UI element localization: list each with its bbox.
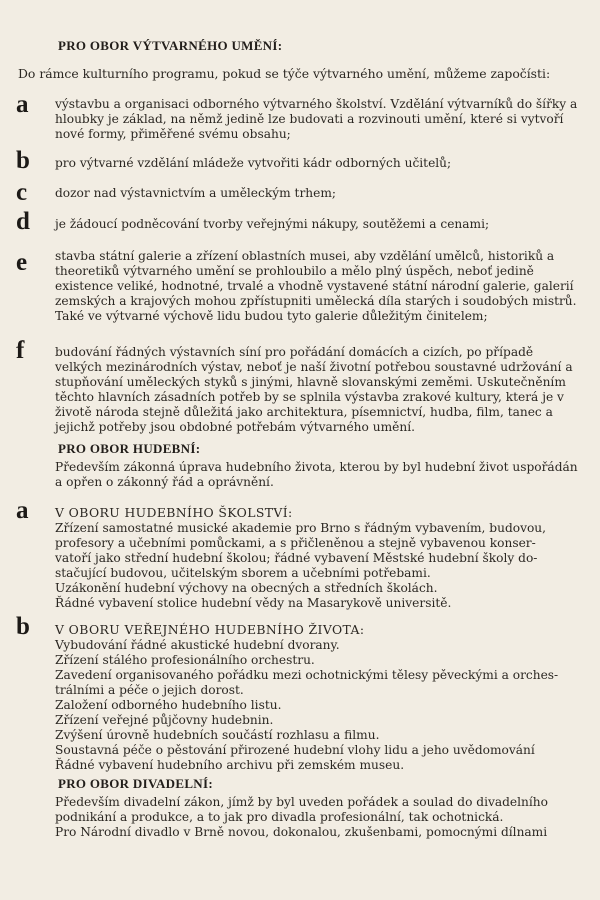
theatre-line: podnikání a produkce, a to jak pro divadla profesionální, tak ochotnická.	[55, 810, 504, 824]
music-public-line: Založení odborného hudebního listu.	[55, 698, 282, 712]
music-school-line: profesory a učebními pomůckami, a s přičleněnou a stejně vybavenou konser-	[55, 536, 536, 550]
art-item-e-marker: e	[16, 249, 28, 276]
music-public-marker: b	[16, 613, 30, 640]
theatre-heading: PRO OBOR DIVADELNÍ:	[58, 776, 213, 791]
music-school-line: stačující budovou, učitelským sborem a učebními potřebami.	[55, 566, 431, 580]
music-public-title: V OBORU VEŘEJNÉHO HUDEBNÍHO ŽIVOTA:	[55, 622, 365, 637]
art-intro: Do rámce kulturního programu, pokud se týče výtvarného umění, můžeme započísti:	[18, 66, 551, 81]
art-item-e-text: stavba státní galerie a zřízení oblastních musei, aby vzdělání umělců, historiků a theoretiků výtvarného umění se prohloubilo a mělo plný úspěch, neboť jedině existence veliké, hodnotné, trvalé a vhodně vystavené státní národní galerie, galerií zemských a krajových mohou zpřístupniti umělecká díla starých i soudobých mistrů. Také ve výtvarné výchově lidu budou tyto galerie důležitým činitelem;	[55, 249, 577, 323]
art-item-d-marker: d	[16, 208, 30, 235]
art-heading: PRO OBOR VÝTVARNÉHO UMĚNÍ:	[58, 38, 283, 53]
music-school-line: Uzákonění hudební výchovy na obecných a středních školách.	[55, 581, 438, 595]
music-school-lines	[55, 521, 580, 611]
music-public-lines	[55, 638, 580, 773]
music-public-line: Zřízení stálého profesionálního orchestru.	[55, 653, 315, 667]
art-item-a-text: výstavbu a organisaci odborného výtvarného školství. Vzdělání výtvarníků do šířky a hloubky je základ, na němž jedině lze budovati a rozvinouti umění, které si vytvoří nové formy, přiměřené svému obsahu;	[55, 97, 578, 141]
music-school-marker: a	[16, 497, 29, 524]
art-item-b-marker: b	[16, 147, 30, 174]
music-school-line: Řádné vybavení stolice hudební vědy na Masarykově universitě.	[55, 596, 452, 610]
music-intro: Především zákonná úprava hudebního života, kterou by byl hudební život uspořádán a opřen o zákonný řád a oprávnění.	[55, 460, 578, 489]
music-public-line: Zavedení organisovaného pořádku mezi ochotnickými tělesy pěveckými a orches-	[55, 668, 559, 682]
music-public-line: Zvýšení úrovně hudebních součástí rozhlasu a filmu.	[55, 728, 380, 742]
theatre-line: Především divadelní zákon, jímž by byl uveden pořádek a soulad do divadelního	[55, 795, 548, 809]
art-item-c-text: dozor nad výstavnictvím a uměleckým trhem;	[55, 186, 336, 200]
music-public-line: Zřízení veřejné půjčovny hudebnin.	[55, 713, 274, 727]
music-school-line: vatoří jako střední hudební školou; řádné vybavení Městské hudební školy do-	[55, 551, 538, 565]
art-item-d-text: je žádoucí podněcování tvorby veřejnými nákupy, soutěžemi a cenami;	[55, 217, 490, 231]
art-item-f-marker: f	[16, 337, 25, 364]
music-public-line: Řádné vybavení hudebního archivu při zemském museu.	[55, 758, 405, 772]
music-heading: PRO OBOR HUDEBNÍ:	[58, 441, 201, 456]
theatre-line: Pro Národní divadlo v Brně novou, dokonalou, zkušenbami, pomocnými dílnami	[55, 825, 548, 839]
music-school-title: V OBORU HUDEBNÍHO ŠKOLSTVÍ:	[55, 505, 293, 520]
art-item-a-marker: a	[16, 91, 29, 118]
theatre-lines	[55, 795, 580, 840]
art-item-b-text: pro výtvarné vzdělání mládeže vytvořiti kádr odborných učitelů;	[55, 156, 452, 170]
music-school-line: Zřízení samostatné musické akademie pro Brno s řádným vybavením, budovou,	[55, 521, 547, 535]
music-public-line: Soustavná péče o pěstování přirozené hudební vlohy lidu a jeho uvědomování	[55, 743, 535, 757]
art-item-f-text: budování řádných výstavních síní pro pořádání domácích a cizích, po případě velkých mezinárodních výstav, neboť je naší životní potřebou soustavné udržování a stupňování uměleckých styků s jinými, hlavně slovanskými zeměmi. Uskutečněním těchto hlavních zásadních potřeb by se splnila výstavba zrakové kultury, která je v životě národa stejně důležitá jako architektura, písemnictví, hudba, film, tanec a jejichž potřeby jsou obdobné potřebám výtvarného umění.	[55, 345, 573, 434]
music-public-line: Vybudování řádné akustické hudební dvorany.	[55, 638, 340, 652]
art-item-c-marker: c	[16, 179, 28, 206]
music-public-line: trálními a péče o jejich dorost.	[55, 683, 244, 697]
